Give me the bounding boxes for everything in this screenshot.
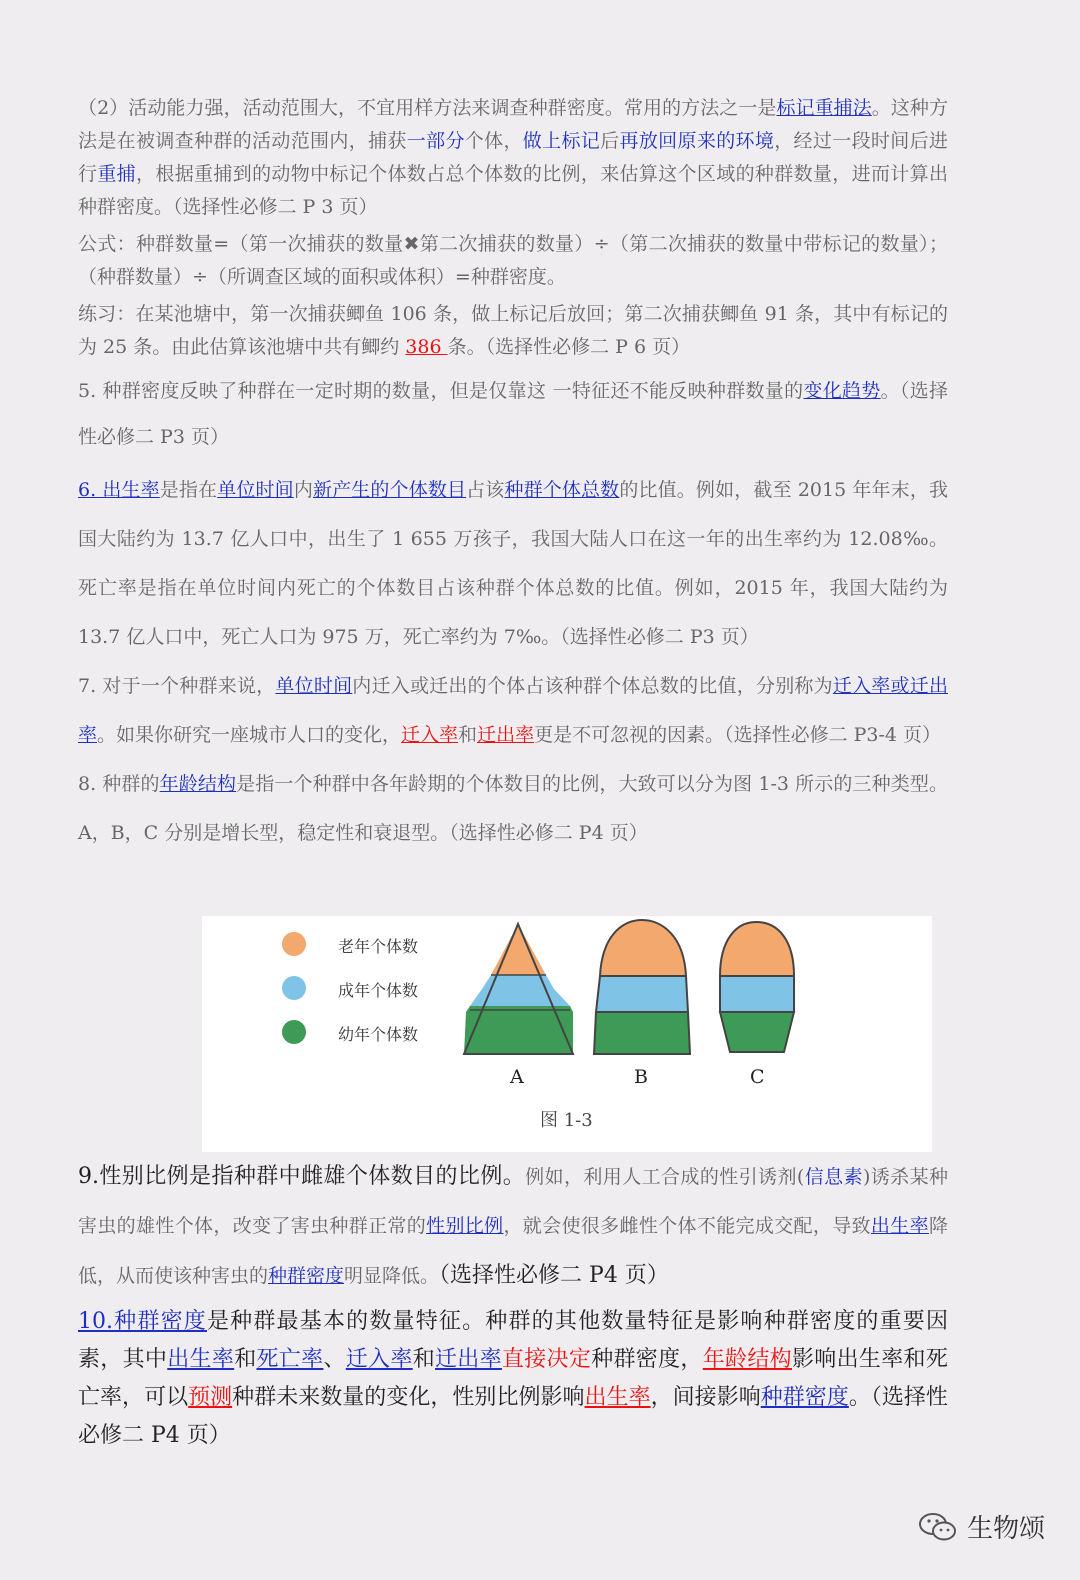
- keyword-immigration: 迁入率: [345, 1347, 413, 1372]
- paragraph-9-ref: （选择性必修二 P4 页）: [439, 1263, 669, 1288]
- paragraph-9: [78, 1152, 948, 1301]
- keyword-death-rate: 死亡率: [256, 1347, 324, 1372]
- label-c: C: [750, 1066, 765, 1088]
- keyword-pheromone: 信息素: [804, 1166, 863, 1188]
- text: 例如，利用人工合成的性引诱剂(: [525, 1166, 805, 1188]
- label-b: B: [634, 1066, 648, 1088]
- text: 更是不可忽视的因素。（选择性必修二 P3-4 页）: [534, 724, 942, 746]
- wechat-icon: [918, 1510, 958, 1544]
- paragraph-exercise: [78, 298, 948, 364]
- paragraph-7: [78, 662, 948, 760]
- pyramid-b-young: [594, 1012, 690, 1054]
- pyramid-c-young: [720, 1012, 794, 1052]
- paragraph-mark-recapture: [78, 92, 948, 224]
- legend-young-label: 幼年个体数: [338, 1025, 419, 1044]
- text: 5. 种群密度反映了种群在一定时期的数量，但是仅靠这 一特征还不能反映种群数量的: [78, 380, 804, 402]
- keyword-sex-ratio: 性别比例: [426, 1215, 504, 1237]
- keyword-recapture: 重捕: [97, 163, 137, 185]
- pyramid-b: [594, 920, 690, 1054]
- paragraph-10: [78, 1303, 948, 1455]
- pyramid-c: [720, 922, 794, 1052]
- text: )诱杀某种害虫的雄性个体，改变了害虫种群正常的: [78, 1166, 948, 1237]
- text: 内迁入或迁出的个体占该种群个体总数的比值，分别称为: [352, 675, 833, 697]
- text: 和: [234, 1347, 257, 1372]
- text: 内: [293, 479, 313, 501]
- text: 条。（选择性必修二 P 6 页）: [447, 336, 691, 358]
- text: 是指一个种群中各年龄期的个体数目的比例，大致可以分为图 1-3 所示的三种类型。A，B，C 分别是增长型，稳定性和衰退型。（选择性必修二 P4 页）: [78, 773, 948, 844]
- brand-name: 生物颂: [967, 1514, 1046, 1544]
- keyword-birth-rate: 出生率: [167, 1347, 235, 1372]
- document-body-lower: [78, 1152, 948, 1455]
- text: 后: [600, 130, 620, 152]
- legend-adult-label: 成年个体数: [338, 981, 419, 1000]
- keyword-unit-time: 单位时间: [217, 479, 294, 501]
- text: 和: [412, 1347, 435, 1372]
- keyword-mark-recapture: 标记重捕法: [776, 97, 872, 119]
- paragraph-formula: 公式：种群数量=（第一次捕获的数量✖第二次捕获的数量）÷（第二次捕获的数量中带标记的数量）；（种群数量）÷（所调查区域的面积或体积）=种群密度。: [78, 233, 948, 288]
- text: 和: [458, 724, 478, 746]
- pyramid-a-young: [464, 1012, 573, 1054]
- watermark: [918, 1508, 1045, 1545]
- keyword-emigration: 迁出率: [435, 1347, 502, 1372]
- keyword-predict: 预测: [188, 1385, 233, 1410]
- keyword-density: 种群密度: [268, 1265, 345, 1287]
- pyramid-b-old: [600, 920, 686, 976]
- text: 。（选择性必修二 P4 页）: [78, 1385, 948, 1448]
- text: 占该: [466, 479, 505, 501]
- text: 。这种方法是在被调查种群的活动范围内，捕获: [78, 97, 948, 152]
- pyramid-c-old: [720, 922, 794, 976]
- text: 种群密度，: [591, 1347, 703, 1372]
- paragraph-9-lead: 9.性别比例是指种群中雌雄个体数目的比例。: [78, 1164, 526, 1189]
- text: ，根据重捕到的动物中标记个体数占总个体数的比例，来估算这个区域的种群数量，进而计算出种群密度。（选择性必修二 P 3 页）: [78, 163, 948, 218]
- text: 7. 对于一个种群来说，: [78, 675, 276, 697]
- text: 练习：在某池塘中，第一次捕获鲫鱼 106 条，做上标记后放回；第二次捕获鲫鱼 91 条，其中有标记的为 25 条。由此估算该池塘中共有鲫约: [78, 303, 948, 358]
- keyword-mark: 做上标记: [522, 130, 601, 152]
- document-body: [78, 92, 948, 858]
- paragraph-6: [78, 466, 948, 662]
- keyword-density: 10.种群密度: [78, 1309, 207, 1334]
- keyword-direct: 直接决定: [501, 1347, 592, 1372]
- exercise-answer: 386: [405, 336, 448, 358]
- pyramid-a: [464, 924, 573, 1054]
- age-structure-figure: [202, 916, 932, 1152]
- text: 种群未来数量的变化，性别比例影响: [232, 1385, 585, 1410]
- text: 影响出生率和死亡率，可以: [78, 1347, 948, 1410]
- text: ，就会使很多雌性个体不能完成交配，导致: [503, 1215, 871, 1237]
- keyword-age-structure: 年龄结构: [159, 773, 237, 795]
- pyramid-b-adult: [596, 976, 688, 1012]
- keyword-age-structure: 年龄结构: [702, 1347, 792, 1372]
- text: 个体，: [464, 130, 523, 152]
- keyword-unit-time: 单位时间: [275, 675, 353, 697]
- text: （2）活动能力强，活动范围大，不宜用样方法来调查种群密度。常用的方法之一是: [78, 97, 777, 119]
- keyword-trend: 变化趋势: [803, 380, 881, 402]
- text: ，经过一段时间后进行: [78, 130, 948, 185]
- keyword-emigration: 迁出率: [477, 724, 535, 746]
- keyword-birth-rate: 6. 出生率: [78, 479, 160, 501]
- text: 。如果你研究一座城市人口的变化，: [97, 724, 402, 746]
- text: 降低，从而使该种害虫的: [78, 1215, 948, 1287]
- text: ，间接影响: [650, 1385, 761, 1410]
- text: 、: [323, 1347, 346, 1372]
- paragraph-8: [78, 760, 948, 858]
- keyword-migration-rate: 迁入率或迁出率: [78, 675, 948, 746]
- pyramid-c-adult: [720, 976, 794, 1012]
- keyword-release: 再放回原来的环境: [619, 130, 775, 152]
- legend-old-label: 老年个体数: [338, 937, 419, 956]
- keyword-birth-rate: 出生率: [870, 1215, 929, 1237]
- keyword-part: 一部分: [406, 130, 465, 152]
- paragraph-5: [78, 368, 948, 460]
- keyword-density: 种群密度: [760, 1385, 849, 1410]
- text: 。（选择性必修二 P3 页）: [78, 380, 948, 448]
- keyword-new-individuals: 新产生的个体数目: [312, 479, 467, 501]
- figure-caption: 图 1-3: [540, 1110, 593, 1131]
- keyword-total: 种群个体总数: [504, 479, 620, 501]
- keyword-birth-rate: 出生率: [584, 1385, 651, 1410]
- keyword-immigration: 迁入率: [401, 724, 459, 746]
- text: 是指在: [159, 479, 218, 501]
- text: 8. 种群的: [78, 773, 160, 795]
- label-a: A: [510, 1066, 524, 1088]
- text: 的比值。例如，截至 2015 年年末，我国大陆约为 13.7 亿人口中，出生了 1 655 万孩子，我国大陆人口在这一年的出生率约为 12.08‰。死亡率是指在单位时间内死亡的个体数目占该种群个体总数的比值。例如，2015 年，我国大陆约为 13.7 亿人口中，死亡人口为 975 万，死亡率约为 7‰。（选择性必修二 P3 页）: [78, 479, 948, 648]
- text: 是种群最基本的数量特征。种群的其他数量特征是影响种群密度的重要因素，其中: [78, 1309, 948, 1372]
- text: 明显降低。: [344, 1265, 440, 1287]
